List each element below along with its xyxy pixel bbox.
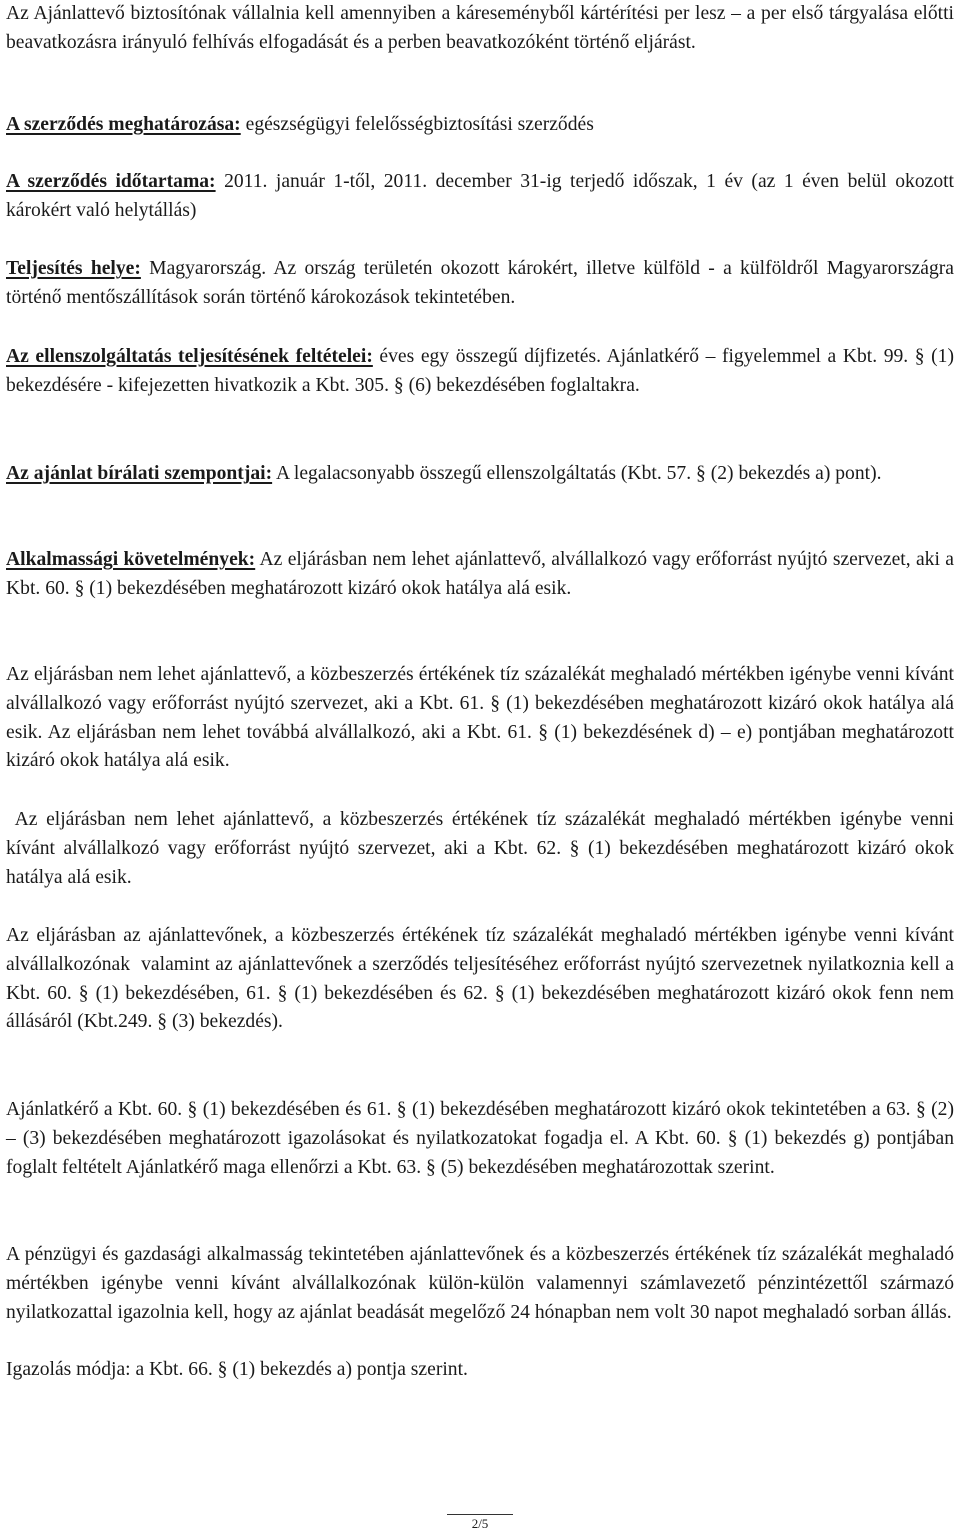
declaration-paragraph: Az eljárásban az ajánlattevőnek, a közbeszerzés értékének tíz százalékát meghaladó mértékben igénybe venni kívánt alvállalkozónak valamint az ajánlattevőnek a szerződés teljesítéséhez erőforrást nyújtó szervezetnek nyilatkoznia kell a Kbt. 60. § (1) bekezdésében, 61. § (1) bekezdésében és 62. § (1) bekezdésében meghatározott kizáró okok fenn nem állásáról (Kbt.249. § (3) bekezdés). xyxy=(6,925,959,1033)
performance-place-text: Magyarország. Az ország területén okozott károkért, illetve külföld - a külföldről Magyarországra történő mentőszállítások során történő károkozások tekintetében. xyxy=(6,258,954,308)
contract-duration-paragraph xyxy=(6,168,954,226)
contract-definition-text: egészségügyi felelősségbiztosítási szerződés xyxy=(240,114,594,135)
page-number: 2/5 xyxy=(471,1516,489,1531)
performance-place-label: Teljesítés helye: xyxy=(6,258,141,279)
accepted-certificates-paragraph: Ajánlatkérő a Kbt. 60. § (1) bekezdésében és 61. § (1) bekezdésében meghatározott kizáró okok tekintetében a 63. § (2) – (3) bekezdésében meghatározott igazolásokat és nyilatkozatokat fogadja el. A Kbt. 60. § (1) bekezdés g) pontjában foglalt feltételt Ajánlatkérő maga ellenőrzi a Kbt. 63. § (5) bekezdésében meghatározottak szerint. xyxy=(6,1099,954,1178)
exclusion-61-paragraph: Az eljárásban nem lehet ajánlattevő, a közbeszerzés értékének tíz százalékát meghaladó mértékben igénybe venni kívánt alvállalkozó vagy erőforrást nyújtó szervezet, aki a Kbt. 61. § (1) bekezdésében meghatározott kizáró okok hatálya alá esik. Az eljárásban nem lehet továbbá alvállalkozó, aki a Kbt. 61. § (1) bekezdésének d) – e) pontjában meghatározott kizáró okok hatálya alá esik. xyxy=(6,664,954,772)
evaluation-criteria-paragraph xyxy=(6,460,954,489)
performance-place-paragraph xyxy=(6,255,954,313)
suitability-requirements-paragraph xyxy=(6,546,954,604)
suitability-requirements-label: Alkalmassági követelmények: xyxy=(6,549,256,570)
financial-suitability-paragraph: A pénzügyi és gazdasági alkalmasság tekintetében ajánlattevőnek és a közbeszerzés értékének tíz százalékát meghaladó mértékben igénybe venni kívánt alvállalkozónak külön-külön valamennyi számlavezető pénzintézettől származó nyilatkozattal igazolnia kell, hogy az ajánlat beadását megelőző 24 hónapban nem volt 30 napot meghaladó sorban állás. xyxy=(6,1244,954,1323)
consideration-conditions-paragraph xyxy=(6,343,954,401)
proof-method-paragraph: Igazolás módja: a Kbt. 66. § (1) bekezdés a) pontja szerint. xyxy=(6,1359,468,1380)
intervention-paragraph: Az Ajánlattevő biztosítónak vállalnia kell amennyiben a káreseményből kártérítési per lesz – a per első tárgyalása előtti beavatkozásra irányuló felhívás elfogadását és a perben beavatkozóként történő eljárást. xyxy=(6,3,954,53)
evaluation-criteria-text: A legalacsonyabb összegű ellenszolgáltatás (Kbt. 57. § (2) bekezdés a) pont). xyxy=(272,463,882,484)
contract-duration-text: 2011. január 1-től, 2011. december 31-ig terjedő időszak, 1 év (az 1 éven belül okozott károkért való helytállás) xyxy=(6,171,955,221)
suitability-requirements-text: Az eljárásban nem lehet ajánlattevő, alvállalkozó vagy erőforrást nyújtó szervezet, aki a Kbt. 60. § (1) bekezdésében meghatározott kizáró okok hatálya alá esik. xyxy=(6,549,954,599)
footer-rule xyxy=(447,1514,513,1515)
contract-definition-label: A szerződés meghatározása: xyxy=(6,114,241,135)
consideration-conditions-label: Az ellenszolgáltatás teljesítésének feltételei: xyxy=(6,346,373,367)
contract-duration-label: A szerződés időtartama: xyxy=(6,171,216,192)
exclusion-62-paragraph: Az eljárásban nem lehet ajánlattevő, a közbeszerzés értékének tíz százalékát meghaladó mértékben igénybe venni kívánt alvállalkozó vagy erőforrást nyújtó szervezet, aki a Kbt. 62. § (1) bekezdésében meghatározott kizáró okok hatálya alá esik. xyxy=(6,809,959,888)
evaluation-criteria-label: Az ajánlat bírálati szempontjai: xyxy=(6,463,273,484)
consideration-conditions-text: éves egy összegű díjfizetés. Ajánlatkérő – figyelemmel a Kbt. 99. § (1) bekezdésére - kifejezetten hivatkozik a Kbt. 305. § (6) bekezdésében foglaltakra. xyxy=(6,346,954,396)
contract-definition-paragraph xyxy=(6,111,954,140)
